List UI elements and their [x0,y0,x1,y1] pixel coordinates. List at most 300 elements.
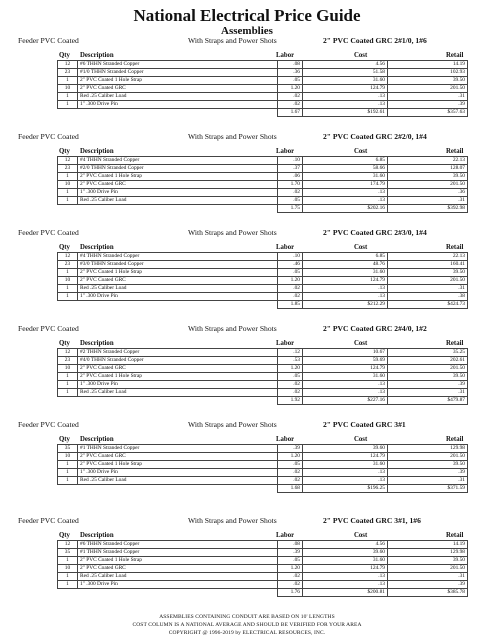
column-header-retail: Retail [446,244,464,251]
cell-description: 2" PVC Coated GRC [78,85,278,93]
cell-retail: 39.50 [388,77,468,85]
assembly-section [0,131,494,227]
cell-cost: 39.60 [303,549,388,557]
table-row [58,285,468,293]
cell-labor: 1.20 [278,365,303,373]
table-row [58,477,468,485]
assembly-sections [0,35,494,611]
cell-cost: .13 [303,93,388,101]
cell-labor: 1.20 [278,453,303,461]
cell-cost: 124.79 [303,565,388,573]
cell-description: 2" PVC Coated 1 Hole Strap [78,557,278,565]
table-total-row [58,301,468,309]
total-labor: 1.85 [278,301,303,309]
total-cost: $192.61 [303,109,388,117]
table-total-row [58,485,468,493]
cell-description: #1/0 THHN Stranded Copper [78,69,278,77]
cell-labor: .53 [278,357,303,365]
column-headers [0,147,494,156]
cell-qty: 1 [58,557,78,565]
cell-retail: .31 [388,573,468,581]
section-feeder-label: Feeder PVC Coated [18,516,79,525]
table-row [58,173,468,181]
table-row [58,373,468,381]
column-headers [0,51,494,60]
section-straps-label: With Straps and Power Shots [188,516,277,525]
table-row [58,253,468,261]
footer-copyright: COPYRIGHT @ 1996-2019 by ELECTRICAL RESOURCES, INC. [168,630,326,636]
cell-qty: 1 [58,197,78,205]
column-header-labor: Labor [276,244,295,251]
section-header [18,515,478,526]
cell-qty: 12 [58,253,78,261]
cell-retail: 22.13 [388,253,468,261]
table-row [58,565,468,573]
cell-labor: .05 [278,269,303,277]
cell-description: 1" .300 Drive Pin [78,189,278,197]
cell-retail: 35.25 [388,349,468,357]
column-headers [0,243,494,252]
cell-description: 2" PVC Coated 1 Hole Strap [78,269,278,277]
cell-cost: 31.60 [303,461,388,469]
cell-labor: .02 [278,469,303,477]
table-row [58,165,468,173]
table-row [58,365,468,373]
total-spacer [58,109,78,117]
section-assembly-title: 2" PVC Coated GRC 3#1, 1#6 [323,516,421,525]
cell-description: #4/0 THHN Stranded Copper [78,357,278,365]
cell-labor: .39 [278,445,303,453]
cell-cost: 124.79 [303,453,388,461]
cell-qty: 35 [58,445,78,453]
assembly-table [57,156,468,213]
cell-cost: 124.79 [303,85,388,93]
total-spacer [58,397,78,405]
column-header-description: Description [80,340,114,347]
assembly-table [57,252,468,309]
cell-labor: .02 [278,381,303,389]
total-spacer [78,589,278,597]
total-spacer [78,485,278,493]
section-straps-label: With Straps and Power Shots [188,420,277,429]
cell-labor: .05 [278,373,303,381]
assembly-table [57,540,468,597]
cell-cost: 59.69 [303,357,388,365]
cell-retail: .31 [388,197,468,205]
cell-description: #1 THHN Stranded Copper [78,549,278,557]
table-total-row [58,109,468,117]
cell-retail: .31 [388,389,468,397]
table-row [58,557,468,565]
cell-cost: 174.79 [303,181,388,189]
cell-cost: 10.67 [303,349,388,357]
cell-description: 1" .300 Drive Pin [78,293,278,301]
cell-description: #2 THHN Stranded Copper [78,349,278,357]
table-row [58,357,468,365]
total-spacer [78,109,278,117]
cell-qty: 1 [58,573,78,581]
cell-labor: 1.70 [278,181,303,189]
table-row [58,541,468,549]
cell-description: 2" PVC Coated GRC [78,453,278,461]
cell-qty: 10 [58,453,78,461]
cell-qty: 1 [58,381,78,389]
cell-retail: .31 [388,285,468,293]
cell-labor: .37 [278,165,303,173]
cell-qty: 23 [58,69,78,77]
cell-description: 2" PVC Coated GRC [78,181,278,189]
cell-qty: 10 [58,277,78,285]
cell-cost: 31.60 [303,269,388,277]
column-header-description: Description [80,436,114,443]
total-spacer [58,485,78,493]
cell-qty: 12 [58,349,78,357]
cell-qty: 1 [58,285,78,293]
cell-cost: .13 [303,197,388,205]
column-headers [0,531,494,540]
cell-retail: 102.93 [388,69,468,77]
cell-retail: .36 [388,189,468,197]
footer-note-conduit: ASSEMBLIES CONTAINING CONDUIT ARE BASED ON 10' LENGTHS [159,614,335,620]
cell-description: Red .25 Caliber Load [78,197,278,205]
cell-retail: 14.19 [388,61,468,69]
cell-qty: 1 [58,373,78,381]
cell-retail: .31 [388,477,468,485]
table-row [58,189,468,197]
column-header-description: Description [80,148,114,155]
column-header-labor: Labor [276,52,295,59]
cell-retail: .39 [388,381,468,389]
cell-description: 2" PVC Coated 1 Hole Strap [78,77,278,85]
table-total-row [58,589,468,597]
column-header-retail: Retail [446,52,464,59]
cell-cost: 124.79 [303,365,388,373]
cell-labor: .10 [278,253,303,261]
column-header-cost: Cost [354,340,368,347]
cell-cost: 31.60 [303,373,388,381]
cell-description: #1 THHN Stranded Copper [78,445,278,453]
cell-retail: 22.13 [388,157,468,165]
column-header-labor: Labor [276,436,295,443]
section-assembly-title: 2" PVC Coated GRC 2#4/0, 1#2 [323,324,427,333]
cell-cost: .13 [303,581,388,589]
cell-retail: 201.50 [388,277,468,285]
assembly-section [0,323,494,419]
cell-labor: .05 [278,197,303,205]
cell-labor: .46 [278,261,303,269]
section-straps-label: With Straps and Power Shots [188,228,277,237]
total-retail: $392.98 [388,205,468,213]
cell-retail: 39.50 [388,173,468,181]
column-header-cost: Cost [354,148,368,155]
cell-description: 2" PVC Coated GRC [78,565,278,573]
total-spacer [78,301,278,309]
cell-labor: .02 [278,93,303,101]
cell-labor: .02 [278,293,303,301]
cell-labor: .10 [278,157,303,165]
cell-cost: .13 [303,573,388,581]
table-row [58,181,468,189]
cell-cost: .13 [303,389,388,397]
total-cost: $227.16 [303,397,388,405]
cell-description: #2/0 THHN Stranded Copper [78,165,278,173]
cell-description: #3/0 THHN Stranded Copper [78,261,278,269]
cell-labor: .08 [278,541,303,549]
cell-labor: 1.20 [278,277,303,285]
cell-description: 1" .300 Drive Pin [78,581,278,589]
cell-cost: 31.60 [303,77,388,85]
total-retail: $371.59 [388,485,468,493]
total-cost: $202.16 [303,205,388,213]
cell-cost: 4.56 [303,541,388,549]
column-header-retail: Retail [446,340,464,347]
cell-qty: 12 [58,157,78,165]
total-cost: $200.81 [303,589,388,597]
column-header-description: Description [80,244,114,251]
cell-qty: 1 [58,293,78,301]
cell-labor: .02 [278,101,303,109]
table-row [58,61,468,69]
cell-qty: 23 [58,165,78,173]
column-header-retail: Retail [446,436,464,443]
table-row [58,453,468,461]
cell-labor: .06 [278,173,303,181]
table-row [58,261,468,269]
cell-qty: 35 [58,549,78,557]
cell-retail: 128.07 [388,165,468,173]
section-header [18,227,478,238]
table-total-row [58,205,468,213]
cell-qty: 1 [58,101,78,109]
cell-cost: .13 [303,293,388,301]
cell-labor: .39 [278,549,303,557]
assembly-table [57,444,468,493]
cell-qty: 1 [58,461,78,469]
section-straps-label: With Straps and Power Shots [188,132,277,141]
cell-cost: 48.76 [303,261,388,269]
table-row [58,461,468,469]
section-header [18,323,478,334]
section-straps-label: With Straps and Power Shots [188,36,277,45]
cell-cost: .13 [303,101,388,109]
cell-labor: .05 [278,557,303,565]
cell-cost: .13 [303,189,388,197]
table-row [58,445,468,453]
cell-description: 2" PVC Coated 1 Hole Strap [78,373,278,381]
table-row [58,93,468,101]
table-row [58,69,468,77]
cell-description: #6 THHN Stranded Copper [78,541,278,549]
column-header-retail: Retail [446,532,464,539]
table-row [58,277,468,285]
cell-description: 2" PVC Coated GRC [78,365,278,373]
column-header-qty: Qty [59,436,70,443]
cell-labor: .02 [278,285,303,293]
cell-qty: 1 [58,581,78,589]
total-labor: 1.92 [278,397,303,405]
cell-description: Red .25 Caliber Load [78,477,278,485]
cell-qty: 10 [58,365,78,373]
cell-cost: 6.85 [303,253,388,261]
cell-description: #4 THHN Stranded Copper [78,157,278,165]
cell-description: 2" PVC Coated 1 Hole Strap [78,461,278,469]
column-header-cost: Cost [354,436,368,443]
total-retail: $424.73 [388,301,468,309]
section-feeder-label: Feeder PVC Coated [18,324,79,333]
cell-labor: .02 [278,581,303,589]
cell-labor: .02 [278,189,303,197]
cell-qty: 12 [58,541,78,549]
cell-labor: .12 [278,349,303,357]
section-header [18,419,478,430]
total-retail: $479.87 [388,397,468,405]
column-headers [0,435,494,444]
section-header [18,131,478,142]
cell-retail: 39.50 [388,461,468,469]
table-row [58,573,468,581]
assembly-section [0,227,494,323]
cell-retail: 201.50 [388,453,468,461]
assembly-section [0,419,494,515]
column-header-retail: Retail [446,148,464,155]
cell-qty: 23 [58,261,78,269]
table-row [58,101,468,109]
total-labor: 1.76 [278,589,303,597]
cell-cost: 6.85 [303,157,388,165]
page-subtitle: Assemblies [221,25,273,37]
cell-description: Red .25 Caliber Load [78,285,278,293]
cell-qty: 1 [58,77,78,85]
cell-qty: 1 [58,93,78,101]
total-labor: 1.68 [278,485,303,493]
cell-labor: 1.20 [278,85,303,93]
cell-description: 1" .300 Drive Pin [78,469,278,477]
cell-retail: .39 [388,581,468,589]
cell-description: #6 THHN Stranded Copper [78,61,278,69]
cell-description: 1" .300 Drive Pin [78,101,278,109]
cell-qty: 1 [58,469,78,477]
cell-cost: 4.56 [303,61,388,69]
table-row [58,269,468,277]
table-row [58,549,468,557]
section-feeder-label: Feeder PVC Coated [18,36,79,45]
cell-retail: .31 [388,93,468,101]
cell-cost: 58.66 [303,165,388,173]
total-spacer [58,205,78,213]
column-header-qty: Qty [59,148,70,155]
column-header-qty: Qty [59,532,70,539]
section-header [18,35,478,46]
cell-retail: 129.98 [388,445,468,453]
cell-labor: .05 [278,461,303,469]
cell-retail: 201.50 [388,85,468,93]
page-title: National Electrical Price Guide [133,6,361,25]
cell-retail: .39 [388,469,468,477]
cell-description: 2" PVC Coated 1 Hole Strap [78,173,278,181]
cell-labor: .05 [278,77,303,85]
table-row [58,581,468,589]
cell-retail: 202.61 [388,357,468,365]
total-retail: $357.63 [388,109,468,117]
cell-cost: 51.58 [303,69,388,77]
cell-cost: 31.60 [303,173,388,181]
table-row [58,381,468,389]
section-assembly-title: 2" PVC Coated GRC 3#1 [323,420,406,429]
cell-qty: 1 [58,189,78,197]
cell-description: #4 THHN Stranded Copper [78,253,278,261]
table-row [58,157,468,165]
total-labor: 1.67 [278,109,303,117]
column-header-qty: Qty [59,340,70,347]
cell-labor: .02 [278,573,303,581]
assembly-table [57,348,468,405]
table-row [58,77,468,85]
cell-qty: 1 [58,269,78,277]
column-header-cost: Cost [354,244,368,251]
section-straps-label: With Straps and Power Shots [188,324,277,333]
cell-description: Red .25 Caliber Load [78,573,278,581]
column-header-description: Description [80,52,114,59]
cell-retail: 129.98 [388,549,468,557]
column-header-cost: Cost [354,52,368,59]
cell-qty: 12 [58,61,78,69]
section-assembly-title: 2" PVC Coated GRC 2#1/0, 1#6 [323,36,427,45]
cell-description: Red .25 Caliber Load [78,93,278,101]
cell-labor: 1.20 [278,565,303,573]
cell-cost: 39.60 [303,445,388,453]
cell-cost: .13 [303,381,388,389]
column-headers [0,339,494,348]
cell-retail: 39.50 [388,373,468,381]
cell-qty: 10 [58,85,78,93]
cell-labor: .36 [278,69,303,77]
cell-cost: .13 [303,477,388,485]
total-spacer [58,589,78,597]
total-cost: $212.29 [303,301,388,309]
cell-qty: 1 [58,173,78,181]
total-retail: $385.78 [388,589,468,597]
total-spacer [78,205,278,213]
cell-description: Red .25 Caliber Load [78,389,278,397]
section-feeder-label: Feeder PVC Coated [18,132,79,141]
column-header-labor: Labor [276,340,295,347]
cell-qty: 10 [58,181,78,189]
cell-labor: .08 [278,61,303,69]
total-spacer [78,397,278,405]
table-row [58,469,468,477]
section-feeder-label: Feeder PVC Coated [18,228,79,237]
cell-retail: .38 [388,293,468,301]
cell-description: 2" PVC Coated GRC [78,277,278,285]
assembly-table [57,60,468,117]
total-cost: $196.25 [303,485,388,493]
cell-description: 1" .300 Drive Pin [78,381,278,389]
assembly-section [0,35,494,131]
cell-qty: 10 [58,565,78,573]
column-header-description: Description [80,532,114,539]
cell-retail: 201.50 [388,565,468,573]
cell-qty: 23 [58,357,78,365]
cell-qty: 1 [58,477,78,485]
cell-cost: 124.79 [303,277,388,285]
column-header-cost: Cost [354,532,368,539]
column-header-labor: Labor [276,148,295,155]
column-header-qty: Qty [59,52,70,59]
table-row [58,85,468,93]
column-header-labor: Labor [276,532,295,539]
cell-cost: 31.60 [303,557,388,565]
cell-retail: 39.50 [388,557,468,565]
